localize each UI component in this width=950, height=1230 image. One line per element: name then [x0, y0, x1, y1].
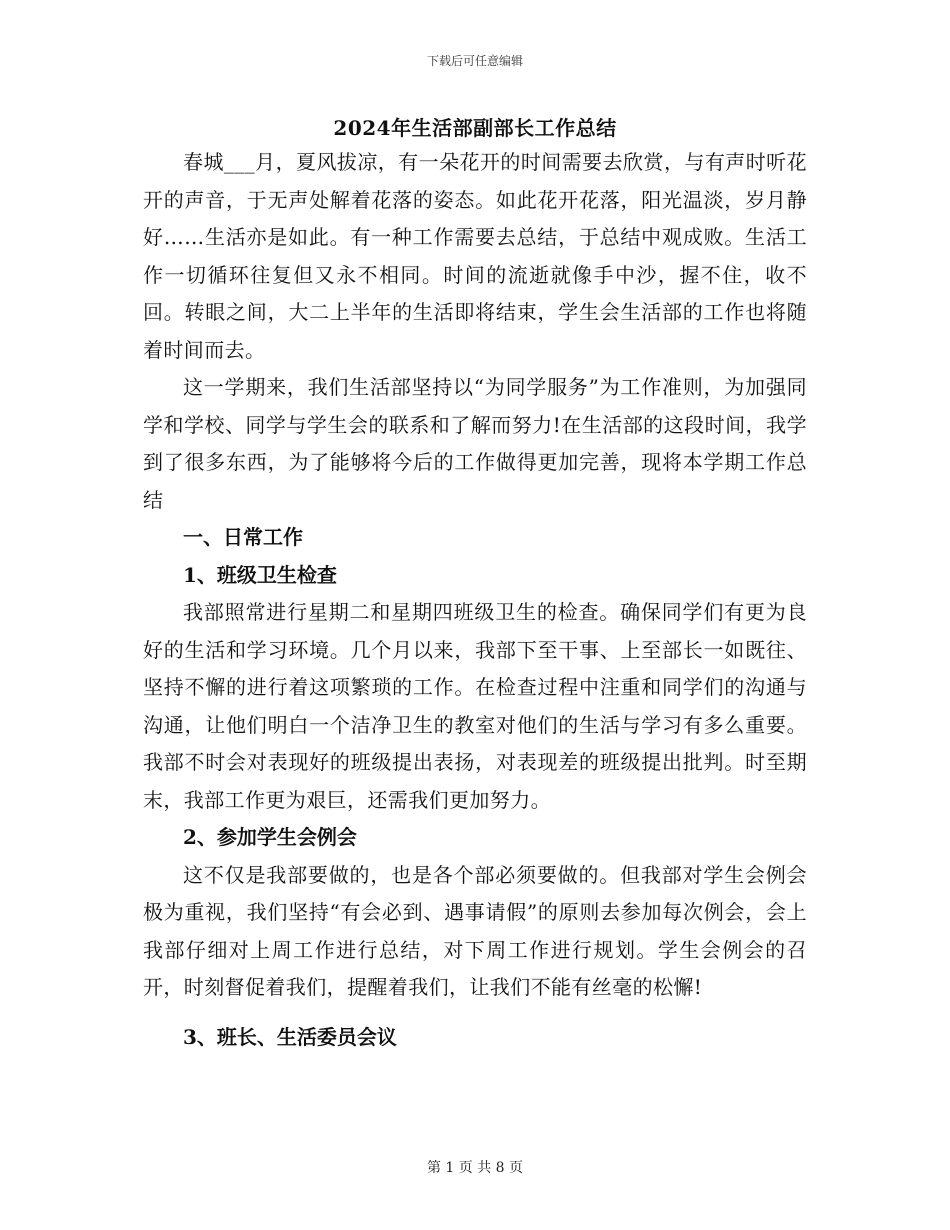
page-footer: 第 1 页 共 8 页 — [426, 1160, 524, 1176]
document-body — [143, 112, 807, 1056]
item-heading-class-hygiene: 1、班级卫生检查 — [183, 562, 337, 587]
item-heading-student-union-meeting: 2、参加学生会例会 — [183, 825, 357, 849]
item-paragraph-class-hygiene: 我部照常进行星期二和星期四班级卫生的检查。确保同学们有更为良好的生活和学习环境。几个月以来，我部下至干事、上至部长一如既往、坚持不懈的进行着这项繁琐的工作。在检查过程中注重和同学们的沟通与沟通，让他们明白一个洁净卫生的教室对他们的生活与学习有多么重要。我部不时会对表现好的班级提出表扬，对表现差的班级提出批判。时至期末，我部工作更为艰巨，还需我们更加努力。 — [143, 600, 807, 812]
intro-paragraph-2: 这一学期来，我们生活部坚持以“为同学服务”为工作准则，为加强同学和学校、同学与学生会的联系和了解而努力!在生活部的这段时间，我学到了很多东西，为了能够将今后的工作做得更加完善，现将本学期工作总结 — [143, 375, 807, 512]
page-header: 下载后可任意编辑 — [426, 54, 523, 68]
item-heading-monitor-meeting: 3、班长、生活委员会议 — [183, 1024, 397, 1049]
intro-paragraph-1: 春城___月，夏风拔凉，有一朵花开的时间需要去欣赏，与有声时听花开的声音，于无声处解着花落的姿态。如此花开花落，阳光温淡，岁月静好……生活亦是如此。有一种工作需要去总结，于总结中观成败。生活工作一切循环往复但又永不相同。时间的流逝就像手中沙，握不住，收不回。转眼之间，大二上半年的生活即将结束，学生会生活部的工作也将随着时间而去。 — [143, 150, 807, 362]
document-title: 2024年生活部副部长工作总结 — [333, 116, 617, 140]
section-heading-daily-work: 一、日常工作 — [183, 525, 303, 549]
item-paragraph-student-union-meeting: 这不仅是我部要做的，也是各个部必须要做的。但我部对学生会例会极为重视，我们坚持“有会必到、遇事请假”的原则去参加每次例会，会上我部仔细对上周工作进行总结，对下周工作进行规划。学生会例会的召开，时刻督促着我们，提醒着我们，让我们不能有丝毫的松懈! — [143, 862, 807, 999]
